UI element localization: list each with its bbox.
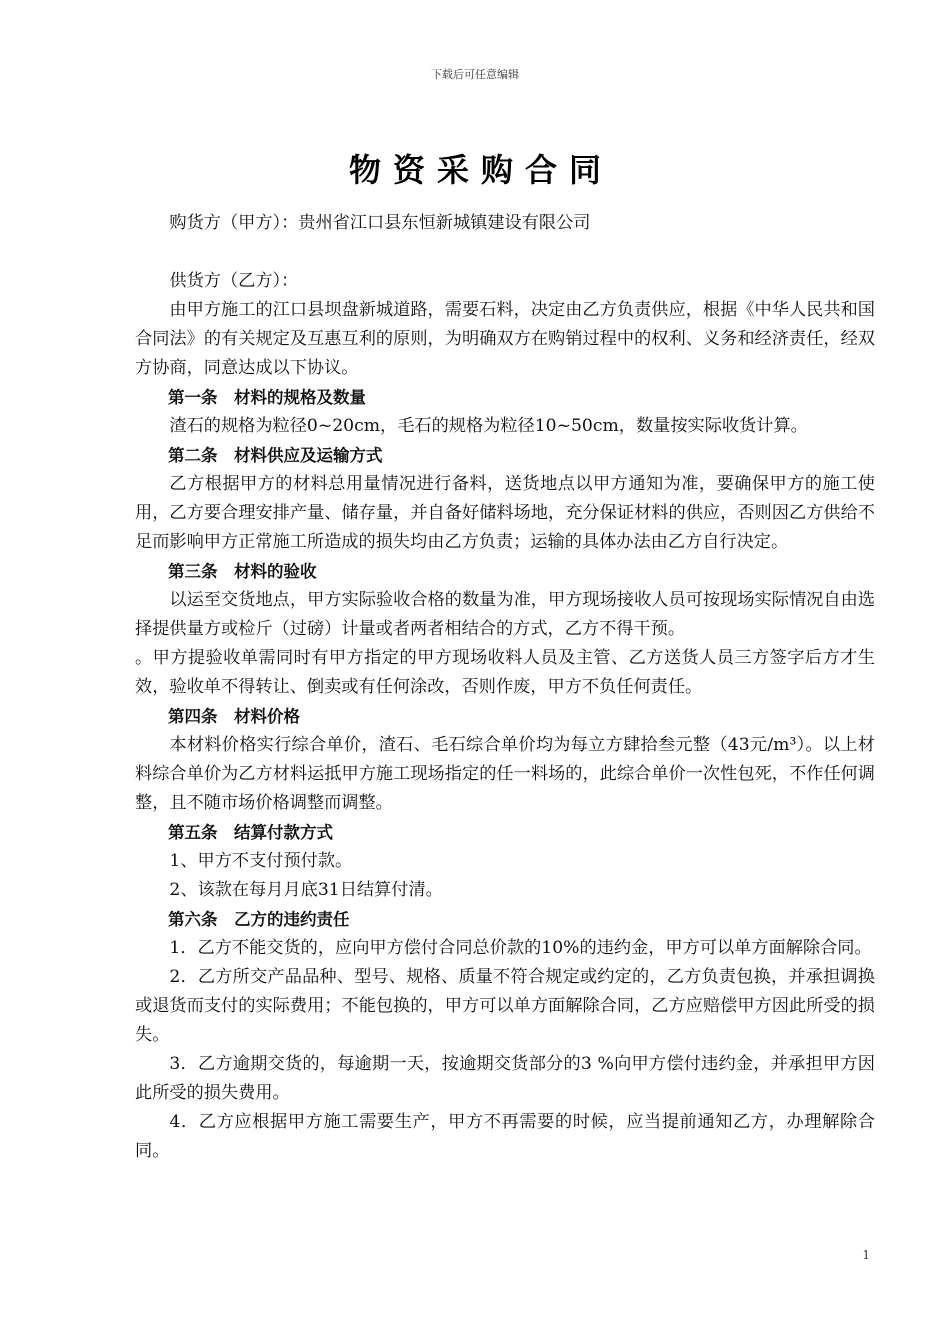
article-heading-1: 第一条 材料的规格及数量 [168,388,366,407]
header-note: 下载后可任意编辑 [431,68,519,81]
buyer-line: 购货方（甲方）：贵州省江口县东恒新城镇建设有限公司 [169,213,591,233]
article-heading-6: 第六条 乙方的违约责任 [168,910,350,929]
paragraph: 以运至交货地点，甲方实际验收合格的数量为准，甲方现场接收人员可按现场实际情况自由选择提供量方或检斤（过磅）计量或者两者相结合的方式，乙方不得干预。 [135,590,875,639]
paragraph: 3．乙方逾期交货的，每逾期一天，按逾期交货部分的3 %向甲方偿付违约金，并承担甲方因此所受的损失费用。 [135,1054,875,1103]
article-heading-3: 第三条 材料的验收 [168,562,317,581]
page-number: 1 [862,1248,870,1262]
paragraph: 渣石的规格为粒径0~20cm，毛石的规格为粒径10~50cm，数量按实际收货计算。 [169,416,808,436]
document-title: 物资采购合同 [348,151,613,189]
contract-body [135,209,875,1166]
paragraph: 2．乙方所交产品品种、型号、规格、质量不符合规定或约定的，乙方负责包换，并承担调换或退货而支付的实际费用；不能包换的，甲方可以单方面解除合同，乙方应赔偿甲方因此所受的损失。 [135,967,875,1045]
paragraph: 1、甲方不支付预付款。 [169,851,353,871]
paragraph: 4．乙方应根据甲方施工需要生产，甲方不再需要的时候，应当提前通知乙方，办理解除合同。 [135,1112,875,1161]
supplier-line: 供货方（乙方）： [169,271,299,291]
paragraph: 本材料价格实行综合单价，渣石、毛石综合单价均为每立方肆拾叁元整（43元/m³）。以上材料综合单价为乙方材料运抵甲方施工现场指定的任一料场的，此综合单价一次性包死，不作任何调整，且不随市场价格调整而调整。 [135,735,875,813]
article-heading-2: 第二条 材料供应及运输方式 [168,446,383,465]
paragraph: 1．乙方不能交货的，应向甲方偿付合同总价款的10%的违约金，甲方可以单方面解除合同。 [169,938,872,958]
paragraph: 乙方根据甲方的材料总用量情况进行备料，送货地点以甲方通知为准，要确保甲方的施工使用，乙方要合理安排产量、储存量，并自备好储料场地，充分保证材料的供应，否则因乙方供给不足而影响甲方正常施工所造成的损失均由乙方负责；运输的具体办法由乙方自行决定。 [135,474,875,552]
article-heading-4: 第四条 材料价格 [168,707,300,726]
article-heading-5: 第五条 结算付款方式 [168,823,333,842]
paragraph: 。甲方提验收单需同时有甲方指定的甲方现场收料人员及主管、乙方送货人员三方签字后方才生效，验收单不得转让、倒卖或有任何涂改，否则作废，甲方不负任何责任。 [135,648,875,697]
preamble-paragraph: 由甲方施工的江口县坝盘新城道路，需要石料，决定由乙方负责供应，根据《中华人民共和国合同法》的有关规定及互惠互利的原则，为明确双方在购销过程中的权利、义务和经济责任，经双方协商，同意达成以下协议。 [135,300,875,378]
paragraph: 2、该款在每月月底31日结算付清。 [169,880,443,900]
